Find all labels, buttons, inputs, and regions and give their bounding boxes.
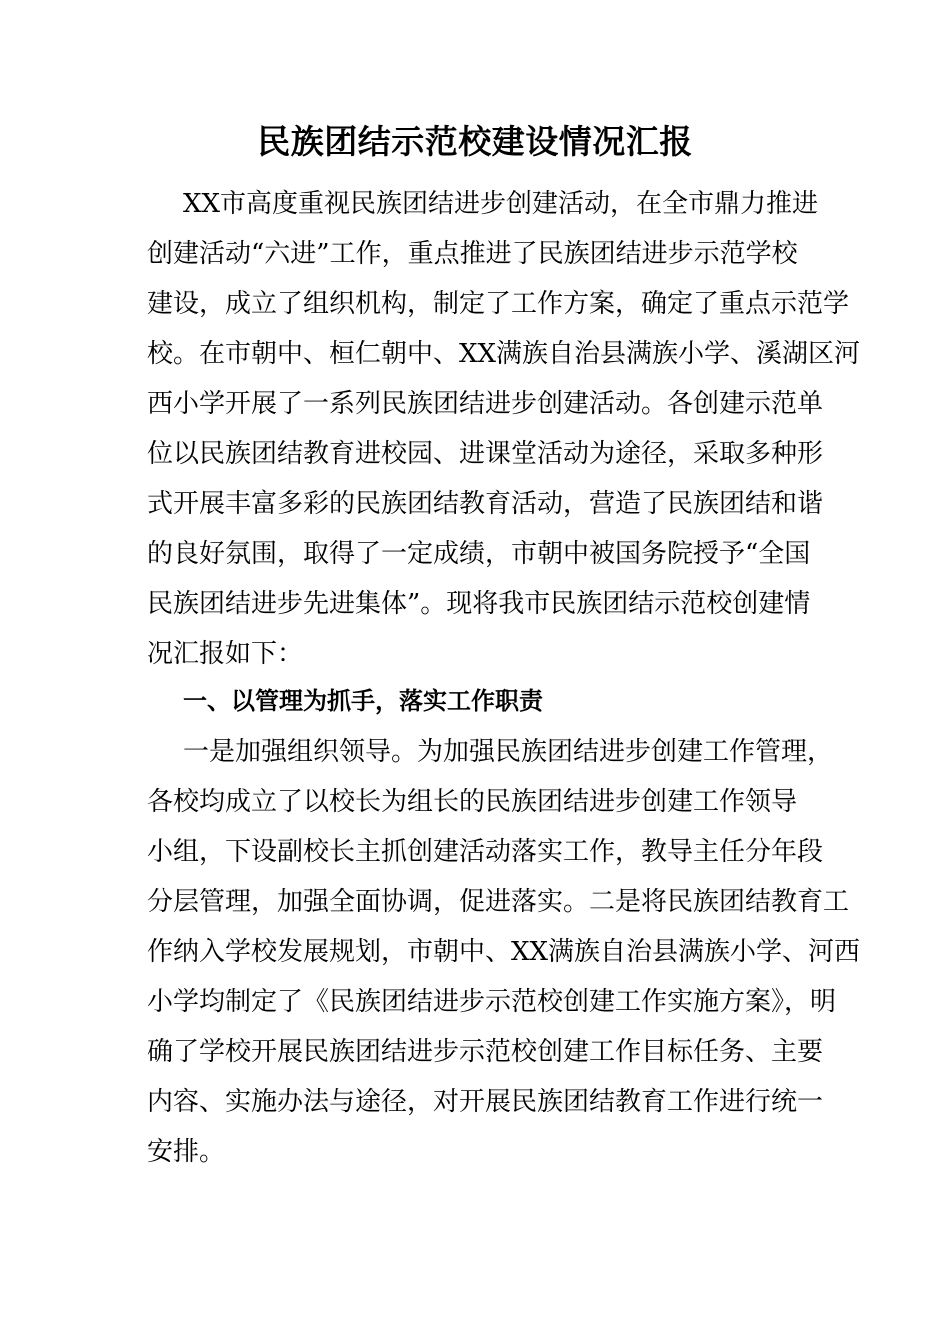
paragraph-line: 内容、实施办法与途径，对开展民族团结教育工作进行统一 bbox=[147, 1087, 824, 1117]
paragraph-line: 位以民族团结教育进校园、进课堂活动为途径，采取多种形 bbox=[147, 439, 824, 469]
section-heading-1: 一、以管理为抓手，落实工作职责 bbox=[183, 687, 543, 715]
paragraph-line: 西小学开展了一系列民族团结进步创建活动。各创建示范单 bbox=[147, 389, 824, 419]
paragraph-line: 一是加强组织领导。为加强民族团结进步创建工作管理， bbox=[183, 737, 834, 767]
paragraph-line: 各校均成立了以校长为组长的民族团结进步创建工作领导 bbox=[147, 787, 798, 817]
paragraph-line: 建设，成立了组织机构，制定了工作方案，确定了重点示范学 bbox=[147, 289, 850, 319]
document-title: 民族团结示范校建设情况汇报 bbox=[257, 122, 693, 161]
paragraph-line: XX市高度重视民族团结进步创建活动，在全市鼎力推进 bbox=[183, 189, 819, 219]
paragraph-line: 确了学校开展民族团结进步示范校创建工作目标任务、主要 bbox=[147, 1037, 824, 1067]
paragraph-line: 校。在市朝中、桓仁朝中、XX满族自治县满族小学、溪湖区河 bbox=[147, 339, 861, 369]
paragraph-line: 式开展丰富多彩的民族团结教育活动，营造了民族团结和谐 bbox=[147, 489, 824, 519]
paragraph-line: 作纳入学校发展规划，市朝中、XX满族自治县满族小学、河西 bbox=[147, 937, 861, 967]
paragraph-line: 分层管理，加强全面协调，促进落实。二是将民族团结教育工 bbox=[147, 887, 850, 917]
paragraph-line: 的良好氛围，取得了一定成绩，市朝中被国务院授予“全国 bbox=[147, 539, 811, 569]
paragraph-line: 创建活动“六进”工作，重点推进了民族团结进步示范学校 bbox=[147, 239, 798, 269]
paragraph-line: 小学均制定了《民族团结进步示范校创建工作实施方案》，明 bbox=[147, 987, 837, 1017]
paragraph-line: 民族团结进步先进集体”。现将我市民族团结示范校创建情 bbox=[147, 589, 811, 619]
paragraph-line: 小组，下设副校长主抓创建活动落实工作，教导主任分年段 bbox=[147, 837, 824, 867]
paragraph-line: 安排。 bbox=[147, 1137, 226, 1167]
paragraph-line: 况汇报如下： bbox=[147, 639, 304, 669]
